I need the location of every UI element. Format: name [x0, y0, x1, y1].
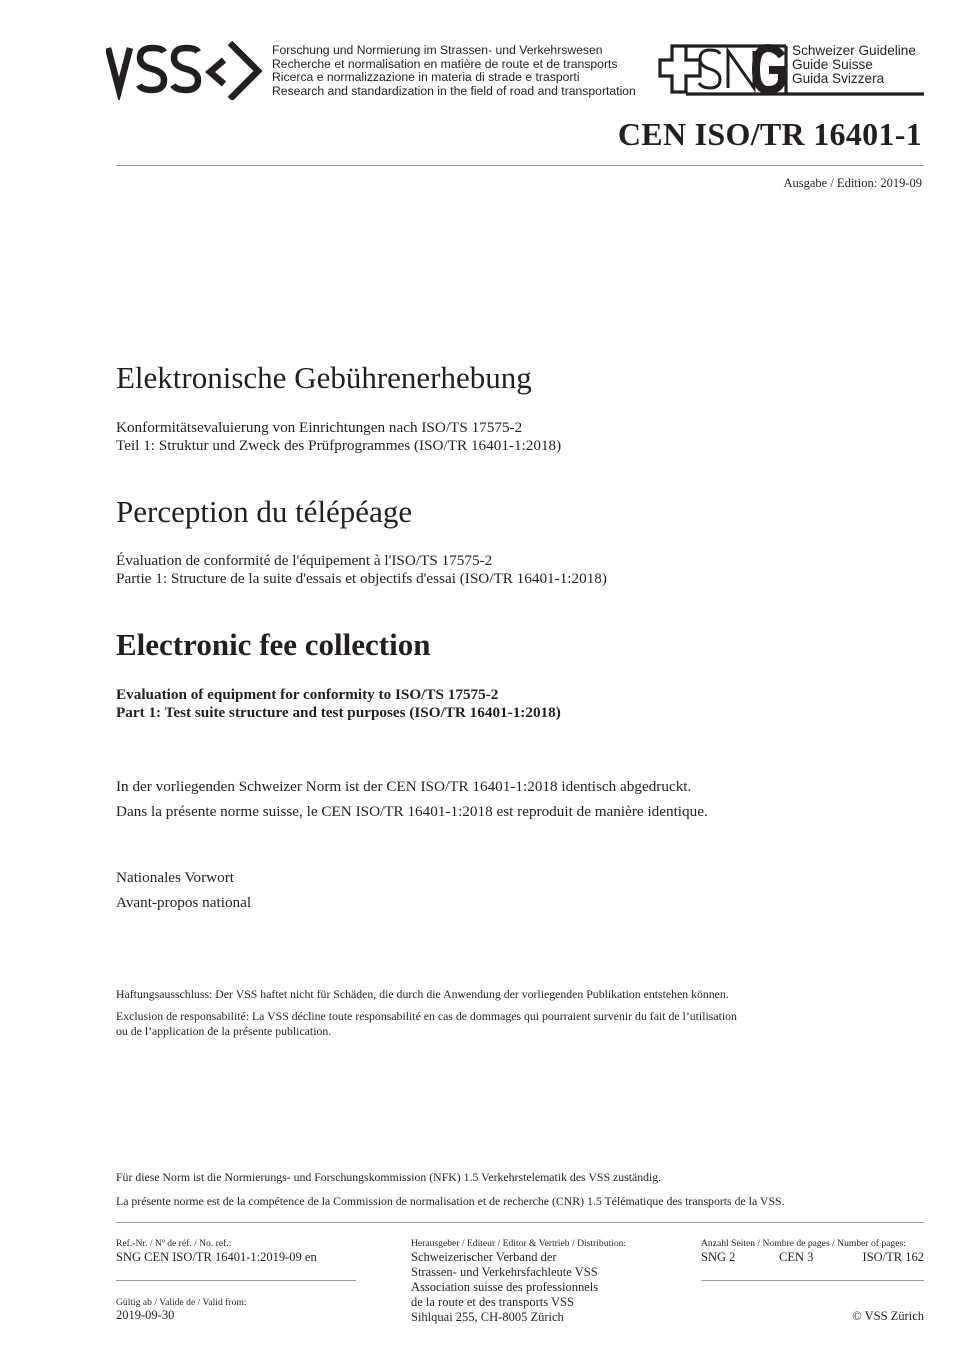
subtitle-de-line1: Konformitätsevaluierung von Einrichtungen nach ISO/TS 17575-2	[116, 419, 523, 436]
sng-tagline-fr: Guide Suisse	[792, 57, 873, 73]
vss-logo	[106, 40, 266, 104]
statement-de: In der vorliegenden Schweizer Norm ist der CEN ISO/TR 16401-1:2018 identisch abgedruckt.	[116, 778, 692, 795]
disclaimer-fr-line2: ou de l’application de la présente publication.	[116, 1024, 332, 1038]
subtitle-fr-line1: Évaluation de conformité de l'équipement à l'ISO/TS 17575-2	[116, 552, 493, 569]
valid-from-label: Gültig ab / Valide de / Valid from:	[116, 1297, 247, 1308]
foreword-fr: Avant-propos national	[116, 894, 252, 911]
vss-tagline-it: Ricerca e normalizzazione in materia di strade e trasporti	[272, 70, 580, 85]
competence-de: Für diese Norm ist die Normierungs- und Forschungskommission (NFK) 1.5 Verkehrstelematik des VSS zuständig.	[116, 1170, 662, 1184]
publisher-address: Sihlquai 255, CH-8005 Zürich	[411, 1310, 564, 1324]
footer-divider	[116, 1222, 924, 1223]
publisher-line-1: Schweizerischer Verband der	[411, 1250, 557, 1264]
document-number: CEN ISO/TR 16401-1	[617, 116, 922, 152]
ref-divider	[116, 1280, 356, 1281]
sng-tagline-de: Schweizer Guideline	[792, 43, 916, 58]
competence-fr: La présente norme est de la compétence de la Commission de normalisation et de recherche (CNR) 1.5 Télématique des transports de la VSS.	[116, 1194, 785, 1208]
page-count-label: Anzahl Seiten / Nombre de pages / Number of pages:	[701, 1238, 906, 1249]
vss-tagline-de: Forschung und Normierung im Strassen- und Verkehrswesen	[272, 43, 603, 57]
vss-tagline-fr: Recherche et normalisation en matière de route et de transports	[272, 56, 618, 71]
foreword-de: Nationales Vorwort	[116, 869, 234, 886]
ref-number-label: Ref.-Nr. / Nº de réf. / No. ref.:	[116, 1238, 232, 1249]
ref-number-value: SNG CEN ISO/TR 16401-1:2019-09 en	[116, 1250, 317, 1264]
sng-tagline	[792, 44, 916, 87]
publisher-line-3: Association suisse des professionnels	[411, 1280, 599, 1294]
copyright: © VSS Zürich	[852, 1309, 924, 1323]
disclaimer-de: Haftungsausschluss: Der VSS haftet nicht für Schäden, die durch die Anwendung der vorliegenden Publikation entstehen können.	[116, 987, 729, 1001]
title-de: Elektronische Gebührenerhebung	[116, 360, 532, 395]
title-fr: Perception du télépéage	[116, 494, 413, 529]
valid-from-value: 2019-09-30	[116, 1308, 175, 1322]
vss-tagline-en: Research and standardization in the field of road and transportation	[272, 83, 636, 98]
title-en: Electronic fee collection	[116, 627, 431, 662]
subtitle-fr-line2: Partie 1: Structure de la suite d'essais et objectifs d'essai (ISO/TR 16401-1:2018)	[116, 570, 607, 587]
page-count-cen: CEN 3	[779, 1250, 814, 1264]
page-count-iso: ISO/TR 162	[862, 1250, 924, 1264]
publisher-line-2: Strassen- und Verkehrsfachleute VSS	[411, 1265, 598, 1279]
disclaimer-fr-line1: Exclusion de responsabilité: La VSS décline toute responsabilité en cas de dommages qui pourraient survenir du fait de l’utilisation	[116, 1009, 737, 1023]
page-count-sng: SNG 2	[701, 1250, 736, 1264]
publisher-label: Herausgeber / Editeur / Editor & Vertrieb / Distribution:	[411, 1238, 627, 1249]
sng-tagline-it: Guida Svizzera	[792, 71, 885, 87]
pages-divider	[701, 1280, 924, 1281]
subtitle-en-line2: Part 1: Test suite structure and test purposes (ISO/TR 16401-1:2018)	[116, 704, 561, 721]
vss-tagline	[272, 44, 636, 98]
subtitle-en-line1: Evaluation of equipment for conformity to ISO/TS 17575-2	[116, 686, 499, 703]
edition-date: Ausgabe / Edition: 2019-09	[783, 176, 922, 190]
subtitle-de-line2: Teil 1: Struktur und Zweck des Prüfprogrammes (ISO/TR 16401-1:2018)	[116, 437, 562, 454]
header-divider	[116, 165, 924, 166]
publisher-line-4: de la route et des transports VSS	[411, 1295, 574, 1309]
statement-fr: Dans la présente norme suisse, le CEN ISO/TR 16401-1:2018 est reproduit de manière identique.	[116, 803, 708, 820]
